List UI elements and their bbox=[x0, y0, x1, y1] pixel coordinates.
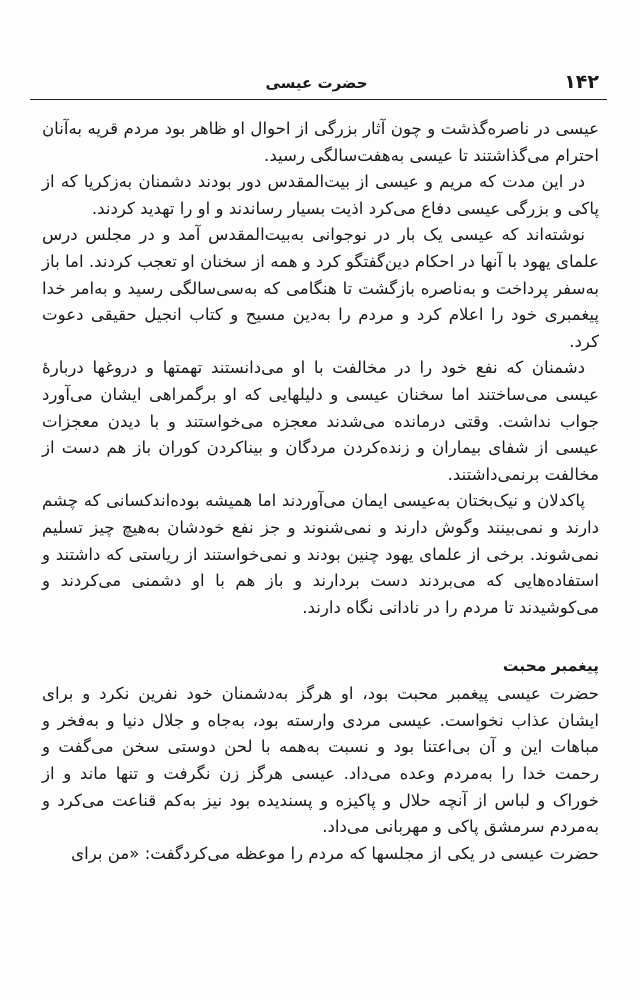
section-heading: پیغمبر محبت bbox=[502, 657, 599, 676]
running-title: حضرت عیسی bbox=[265, 74, 368, 92]
paragraph: عیسی در ناصره‌گذشت و چون آثار بزرگی از احوال او ظاهر بود مردم قریه به‌آنان احترام می‌گذاشتند تا عیسی به‌هفت‌سالگی رسید. bbox=[42, 119, 599, 165]
page-number: ۱۴۲ bbox=[564, 71, 599, 93]
paragraph: حضرت عیسی در یکی از مجلسها که مردم را موعظه می‌کردگفت: «من برای bbox=[71, 843, 599, 863]
page-header bbox=[30, 70, 603, 100]
header-divider bbox=[30, 99, 607, 100]
paragraph: دشمنان که نفع خود را در مخالفت با او می‌دانستند تهمتها و دروغها دربارهٔ عیسی می‌ساختند اما سخنان عیسی و دلیلهایی که او برگمراهی ایشان می‌آورد جواب نداشت. وقتی درمانده می‌شدند معجزه می‌خواستند و با دیدن معجزات عیسی از شفای بیماران و زنده‌کردن مردگان و بیناکردن کوران باز هم دست از مخالفت برنمی‌داشتند. bbox=[42, 358, 599, 484]
paragraph: حضرت عیسی پیغمبر محبت بود، او هرگز به‌دشمنان خود نفرین نکرد و برای ایشان عذاب نخواست. عیسی مردی وارسته بود، به‌جاه و جلال دنیا و به‌فخر و مباهات این و آن بی‌اعتنا بود و نسبت به‌همه با لحن دوستی سخن می‌گفت و رحمت خدا را به‌مردم وعده می‌داد. عیسی هرگز زن نگرفت و تنها ماند و از خوراک و لباس از آنچه حلال و پاکیزه و پسندیده بود نیز به‌کم قناعت می‌کرد و به‌مردم سرمشق پاکی و مهربانی می‌داد. bbox=[42, 684, 599, 837]
body-text bbox=[42, 116, 599, 867]
paragraph: نوشته‌اند که عیسی یک بار در نوجوانی به‌بیت‌المقدس آمد و در مجلس درس علمای یهود با آنها در احکام دین‌گفتگو کرد و همه از سخنان او تعجب کردند. اما باز به‌سفر پرداخت و به‌ناصره بازگشت تا هنگامی که به‌سی‌سالگی رسید و به‌امر خدا پیغمبری خود را اعلام کرد و مردم را به‌دین مسیح و کتاب انجیل حقیقی دعوت کرد. bbox=[42, 225, 599, 351]
paragraph: در این مدت که مریم و عیسی از بیت‌المقدس دور بودند دشمنان به‌زکریا که از پاکی و بزرگی عیسی دفاع می‌کرد اذیت بسیار رساندند و او را تهدید کردند. bbox=[42, 172, 599, 218]
paragraph: پاکدلان و نیک‌بختان به‌عیسی ایمان می‌آوردند اما همیشه بوده‌اندکسانی که چشم دارند و نمی‌بینند وگوش دارند و نمی‌شنوند و جز نفع خودشان به‌هیچ چیز تسلیم نمی‌شوند. برخی از علمای یهود چنین بودند و نمی‌خواستند از ریاستی که داشتند و استفاده‌هایی که می‌بردند دست بردارند و باز هم با او دشمنی می‌کردند و می‌کوشیدند تا مردم را در نادانی نگاه دارند. bbox=[42, 491, 599, 617]
